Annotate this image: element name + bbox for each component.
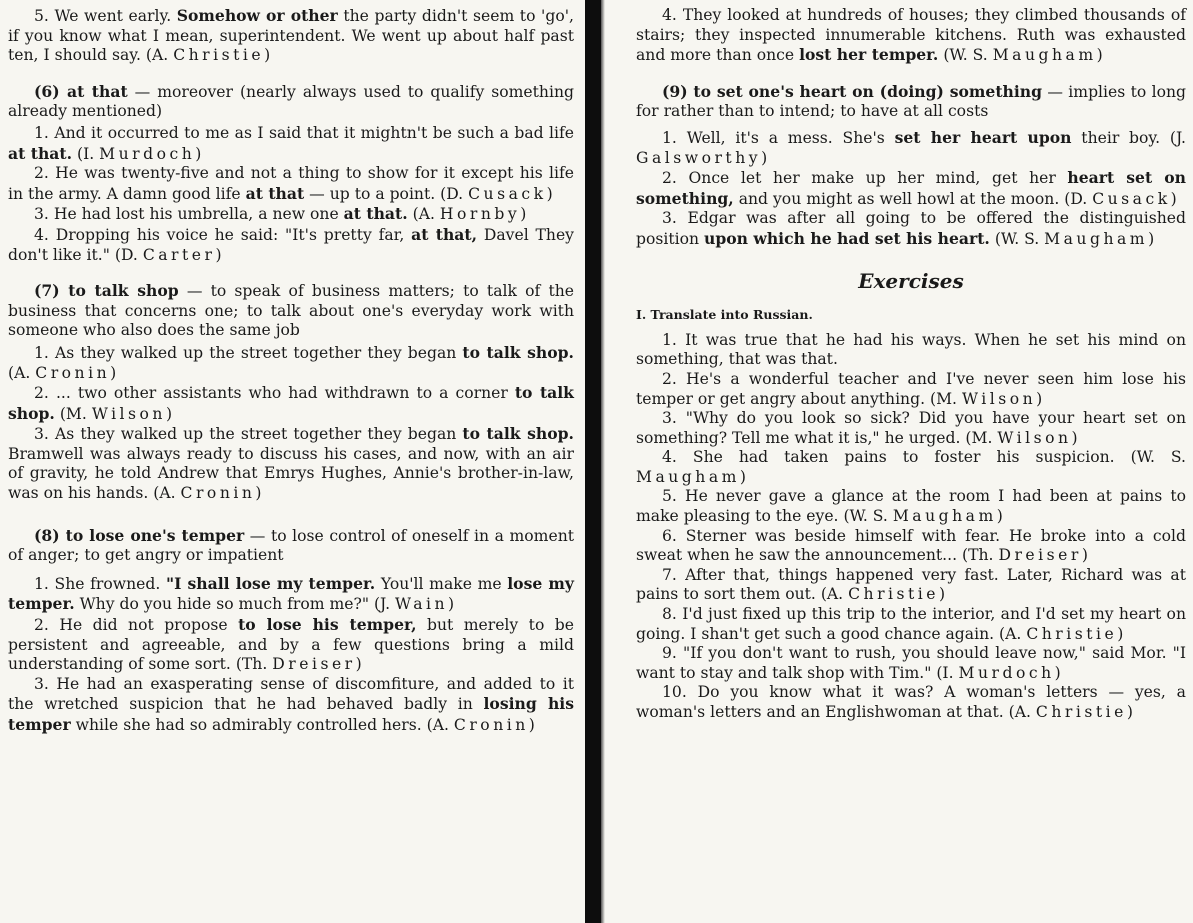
author: Maugham xyxy=(992,46,1097,65)
example-5: 5. We went early. Somehow or other the party didn't seem to 'go', if you know what I mean, superintendent. We went up about half past ten, I should say. (A. Christie) xyxy=(8,6,574,65)
example-6-4: 4. Dropping his voice he said: "It's pretty far, at that, Davel They don't like it." (D. Carter) xyxy=(8,224,574,264)
exercise-item: 7. After that, things happened very fast. Later, Richard was at pains to sort them out. (A. Christie) xyxy=(636,565,1186,604)
author: Christie xyxy=(173,46,265,65)
phrase-heading-7: (7) to talk shop — to speak of business matters; to talk of the business that concerns one; to talk about one's everyday work with someone who also does the same job xyxy=(8,281,574,340)
example-6-2: 2. He was twenty-five and not a thing to show for it except his life in the army. A damn good life at that — up to a point. (D. Cusack) xyxy=(8,164,574,203)
example-7-1: 1. As they walked up the street together they began to talk shop. (A. Cronin) xyxy=(8,342,574,382)
exercise-item: 9. "If you don't want to rush, you should leave now," said Mor. "I want to stay and talk shop with Tim." (I. Murdoch) xyxy=(636,644,1186,682)
phrase-heading-8: (8) to lose one's temper — to lose control of oneself in a moment of anger; to get angry or impatient xyxy=(8,525,575,565)
example-6-3: 3. He had lost his umbrella, a new one at that. (A. Hornby) xyxy=(34,204,527,224)
example-9-2: 2. Once let her make up her mind, get her heart set on something, and you might as well howl at the moon. (D. Cusack) xyxy=(636,168,1186,208)
phrase-heading-6: (6) at that — moreover (nearly always used to qualify something already mentioned) xyxy=(8,81,574,121)
author: Cusack xyxy=(468,184,547,203)
exercise-item: 8. I'd just fixed up this trip to the interior, and I'd set my heart on going. I shan't get such a good chance again. (A. Christie) xyxy=(636,605,1186,643)
author: Wilson xyxy=(961,389,1037,408)
author: Christie xyxy=(1035,703,1127,721)
page-gutter-shadow xyxy=(601,0,605,923)
author: Dreiser xyxy=(272,655,356,674)
example-8-1: 1. She frowned. "I shall lose my temper. You'll make me lose my temper. Why do you hide so much from me?" (J. Wain) xyxy=(8,573,574,614)
author: Wilson xyxy=(91,404,166,423)
exercise-item: 10. Do you know what it was? A woman's letters — yes, a woman's letters and an Englishwoman at that. (A. Christie) xyxy=(636,683,1186,721)
exercise-item: 1. It was true that he had his ways. When he set his mind on something, that was that. xyxy=(636,330,1186,369)
author: Dreiser xyxy=(998,546,1082,565)
exercise-item: 2. He's a wonderful teacher and I've never seen him lose his temper or get angry about anything. (M. Wilson) xyxy=(636,369,1186,408)
example-6-1: 1. And it occurred to me as I said that it mightn't be such a bad life at that. (I. Murdoch) xyxy=(8,123,574,163)
exercise-item: 4. She had taken pains to foster his suspicion. (W. S. Maugham) xyxy=(636,448,1186,486)
exercise-list xyxy=(636,331,1186,723)
author: Murdoch xyxy=(99,144,196,163)
right-column xyxy=(636,6,1186,723)
author: Maugham xyxy=(636,467,740,486)
example-8-4: 4. They looked at hundreds of houses; they climbed thousands of stairs; they inspected innumerable kitchens. Ruth was exhausted and more than once lost her temper. (W. S. Maugham) xyxy=(636,6,1186,65)
page-gutter xyxy=(585,0,601,923)
exercise-1-title: I. Translate into Russian. xyxy=(636,307,813,323)
exercise-item: 3. "Why do you look so sick? Did you have your heart set on something? Tell me what it is," he urged. (M. Wilson) xyxy=(636,409,1186,447)
exercise-item: 6. Sterner was beside himself with fear. He broke into a cold sweat when he saw the announcement... (Th. Dreiser) xyxy=(636,526,1186,565)
author: Maugham xyxy=(1044,229,1149,248)
example-8-3: 3. He had an exasperating sense of discomfiture, and added to it the wretched suspicion that he had behaved badly in losing his temper while she had so admirably controlled hers. (A. Cronin) xyxy=(8,674,574,734)
example-7-2: 2. ... two other assistants who had withdrawn to a corner to talk shop. (M. Wilson) xyxy=(8,383,574,423)
example-8-2: 2. He did not propose to lose his temper, but merely to be persistent and agreeable, and by a few questions bring a mild understanding of some sort. (Th. Dreiser) xyxy=(8,615,574,674)
author: Wain xyxy=(395,595,449,614)
exercises-heading: Exercises xyxy=(858,268,964,293)
example-9-1: 1. Well, it's a mess. She's set her heart upon their boy. (J. Galsworthy) xyxy=(636,127,1186,167)
exercise-item: 5. He never gave a glance at the room I had been at pains to make pleasing to the eye. (W. S. Maugham) xyxy=(636,487,1186,526)
author: Carter xyxy=(142,245,216,264)
example-9-3: 3. Edgar was after all going to be offered the distinguished position upon which he had set his heart. (W. S. Maugham) xyxy=(636,209,1186,248)
author: Murdoch xyxy=(958,663,1055,682)
author: Christie xyxy=(1026,624,1118,643)
author: Wilson xyxy=(997,428,1072,447)
author: Christie xyxy=(848,585,940,604)
author: Cusack xyxy=(1092,189,1171,208)
author: Cronin xyxy=(35,363,111,382)
author: Hornby xyxy=(439,205,521,224)
example-7-3: 3. As they walked up the street together they began to talk shop. Bramwell was always ready to discuss his cases, and now, with an air of gravity, he told Andrew that Emrys Hughes, Annie's brother-in-law, was on his hands. (A. Cronin) xyxy=(8,424,574,503)
author: Cronin xyxy=(453,716,529,734)
phrase-heading-9: (9) to set one's heart on (doing) something — implies to long for rather than to intend; to have at all costs xyxy=(636,81,1186,121)
author: Maugham xyxy=(892,507,997,526)
left-column xyxy=(8,6,574,736)
author: Cronin xyxy=(180,484,256,503)
author: Galsworthy xyxy=(636,148,762,167)
